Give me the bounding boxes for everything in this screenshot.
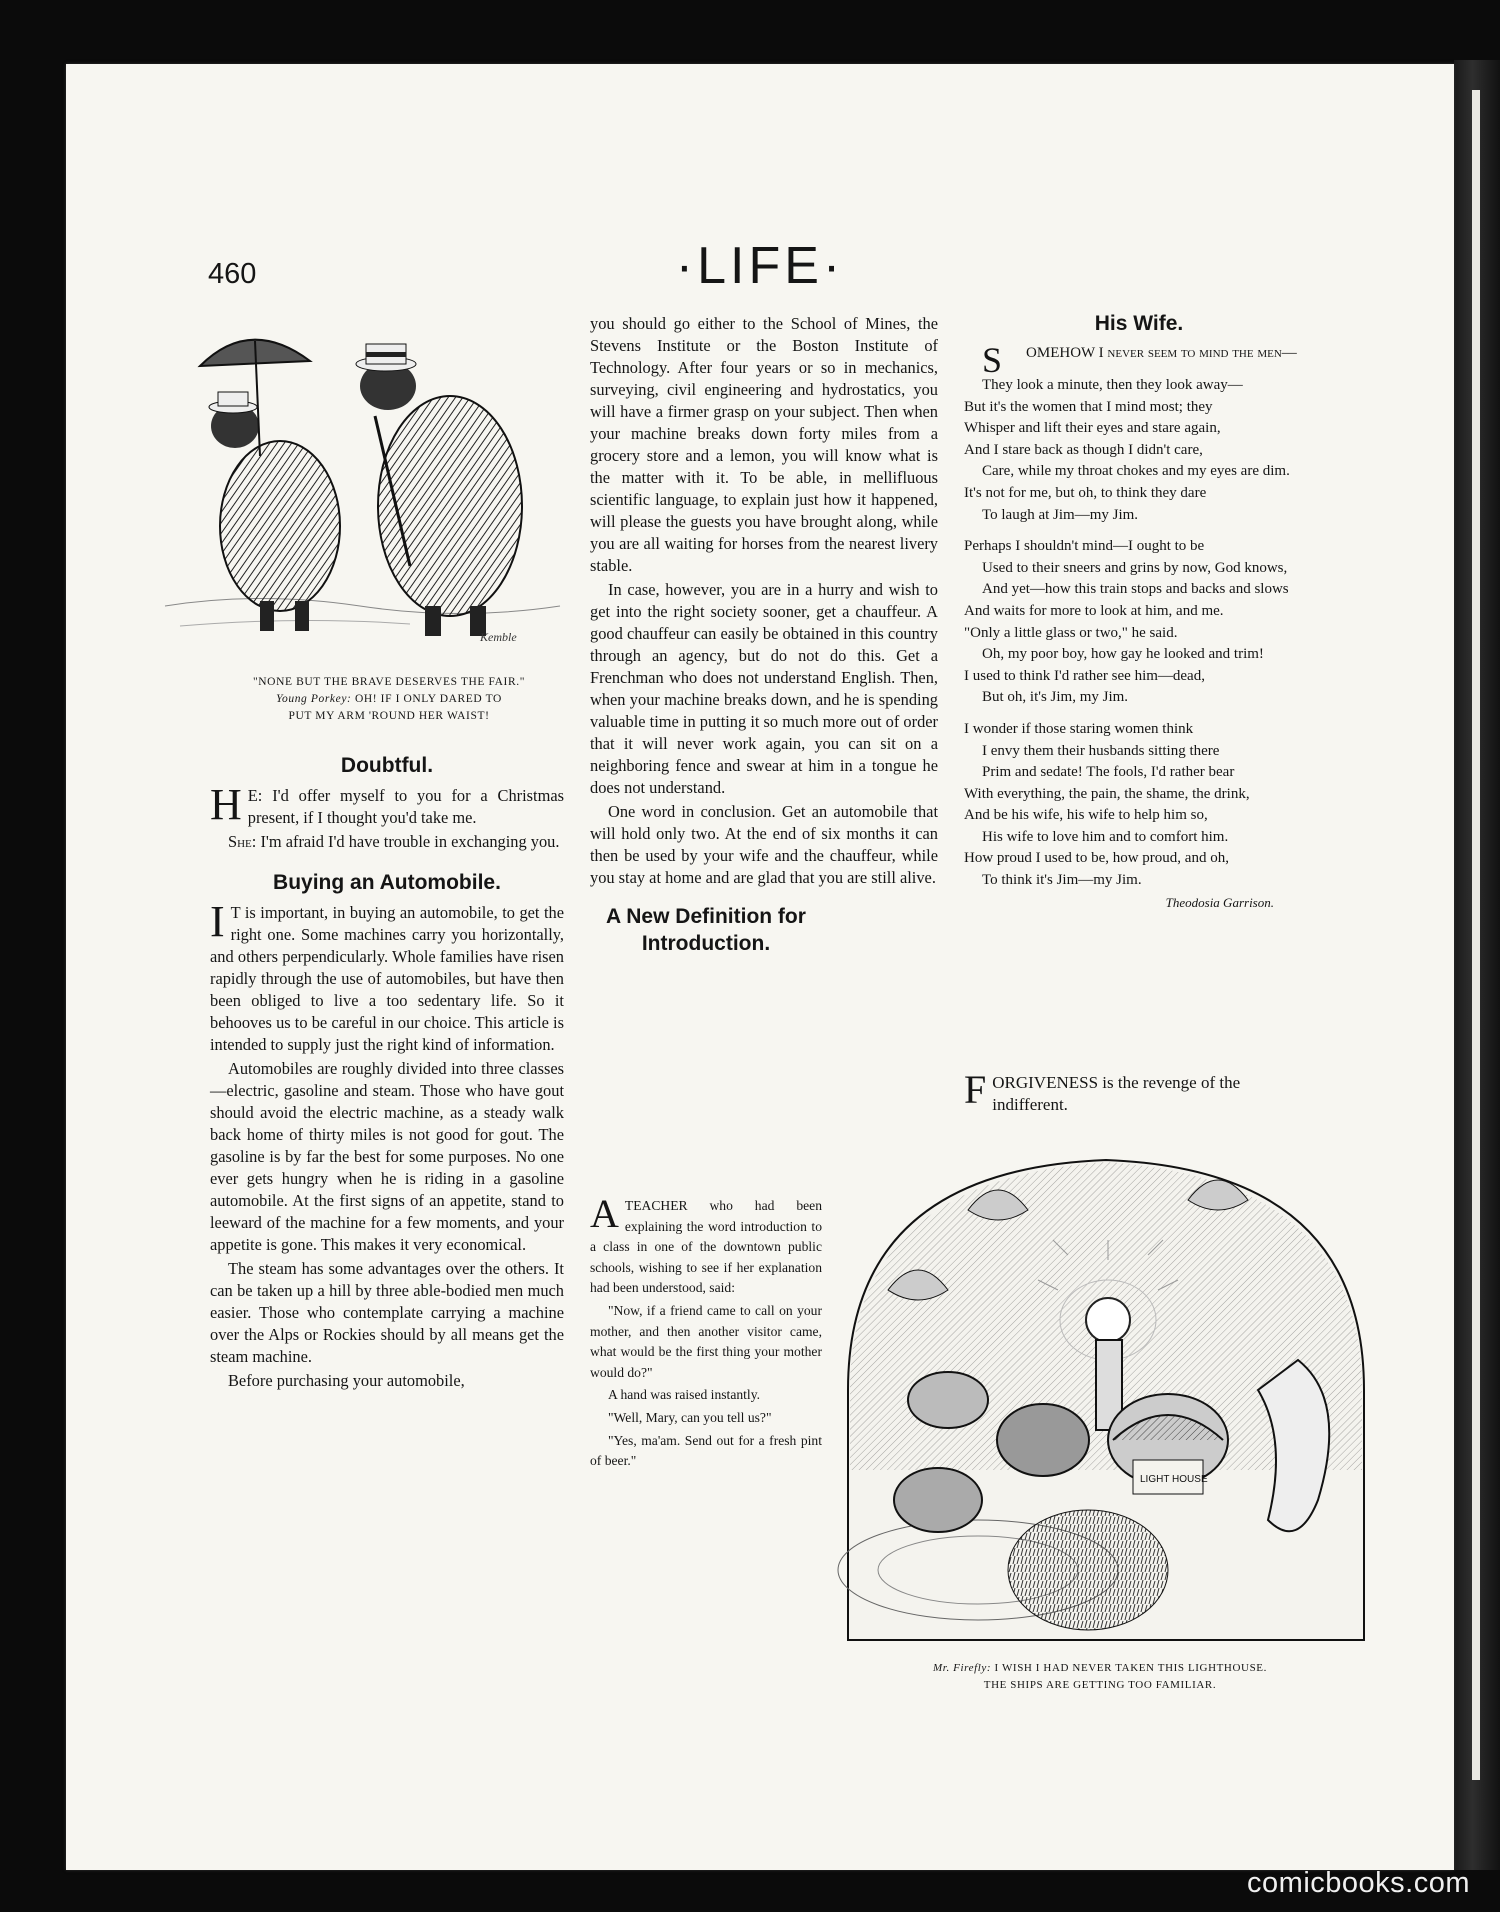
poem-line: Perhaps I shouldn't mind—I ought to be — [964, 538, 1205, 555]
caption-line-2: THE SHIPS ARE GETTING TOO FAMILIAR. — [983, 1679, 1217, 1691]
automobile-p3: The steam has some advantages over the others. It can be taken up a hill by three able-bodied men much easier. Those who contemplate carrying a machine over the Alps or Rockies should by all means get the steam machine. — [210, 1259, 564, 1366]
definition-dropcap: A — [590, 1191, 619, 1236]
automobile-p6: In case, however, you are in a hurry and wish to get into the right society sooner, get a chauffeur. A good chauffeur can easily be obtained in this country through an agency, but do not do this. Get a Frenchman who does not understand English. Then, when your machine breaks down, and he is spending valuable time in putting it so much more out of order that it will never work again, you can sit on a neighboring fence and swear at him in a tongue he does not understand. — [590, 580, 938, 797]
doubtful-he: H E: I'd offer myself to you for a Christmas present, if I thought you'd take me. — [210, 780, 564, 829]
poem-line: How proud I used to be, how proud, and oh, — [964, 850, 1229, 867]
definition-p4: "Well, Mary, can you tell us?" — [608, 1409, 772, 1425]
forgiveness-text: ORGIVENESS is the revenge of the indifferent. — [992, 1073, 1241, 1114]
automobile-p2: Automobiles are roughly divided into three classes—electric, gasoline and steam. Those who have gout should avoid the electric machine, as a steady walk back home of thirty miles is not good for gout. The gasoline is by far the best for some purposes. No one ever gets hungry when he is riding in a gasoline automobile. At the first signs of an appetite, stand to leeward of the machine for a few moments, and your appetite is gone. This makes it very economical. — [210, 1059, 564, 1254]
poem-line: Prim and sedate! The fools, I'd rather bear — [982, 764, 1235, 781]
poem-line: His wife to love him and to comfort him. — [982, 828, 1229, 845]
porcupines-illustration — [160, 306, 564, 658]
porcupines-caption — [214, 674, 564, 725]
firefly-caption — [880, 1660, 1320, 1694]
automobile-p1: I T is important, in buying an automobile, to get the right one. Some machines carry you horizontally, and others perpendicularly. Whole families have risen rapidly through the use of automobiles, but have then been obliged to live a too sedentary life. So it behooves us to be careful in our choice. This article is intended to supply just the right kind of information. — [210, 897, 564, 1054]
masthead-title: ·LIFE· — [675, 237, 845, 295]
caption-line-1: I WISH I HAD NEVER TAKEN THIS LIGHTHOUSE. — [994, 1662, 1267, 1674]
forgiveness-epigram — [964, 1067, 1314, 1116]
automobile-title: Buying an Automobile. — [273, 871, 501, 894]
caption-quote: "NONE BUT THE BRAVE DESERVES THE FAIR." — [252, 676, 525, 688]
doubtful-dropcap: H — [210, 780, 242, 829]
artist-signature: Kemble — [480, 630, 517, 644]
caption-line-2: OH! IF I ONLY DARED TO — [354, 693, 502, 705]
next-page-edge — [1472, 90, 1480, 1780]
poem-line: But oh, it's Jim, my Jim. — [982, 689, 1129, 706]
column-2 — [590, 313, 938, 963]
automobile-dropcap: I — [210, 897, 225, 946]
column-1 — [210, 752, 564, 1394]
forgiveness-dropcap: F — [964, 1067, 987, 1112]
poem-line: Care, while my throat chokes and my eyes are dim. — [982, 463, 1290, 480]
poem-line: To laugh at Jim—my Jim. — [982, 506, 1139, 523]
definition-title: A New Definition for Introduction. — [606, 905, 806, 955]
page-number: 460 — [208, 258, 257, 290]
caption-line-3: PUT MY ARM 'ROUND HER WAIST! — [288, 710, 490, 722]
automobile-p4: Before purchasing your automobile, — [228, 1371, 465, 1390]
poem-line: But it's the women that I mind most; they — [964, 398, 1213, 415]
poem-line: Whisper and lift their eyes and stare again, — [964, 420, 1221, 437]
poem-line: "Only a little glass or two," he said. — [964, 624, 1178, 641]
lighthouse-sign: LIGHT HOUSE — [1140, 1474, 1208, 1485]
poem-line: They look a minute, then they look away— — [982, 377, 1243, 393]
firefly-illustration — [828, 1140, 1384, 1646]
caption-speaker: Mr. Firefly: — [933, 1662, 992, 1674]
definition-p3: A hand was raised instantly. — [608, 1387, 761, 1403]
automobile-p7: One word in conclusion. Get an automobile that will hold only two. At the end of six months it can then be used by your wife and the chauffeur, while you stay at home and are glad that you are still alive. — [590, 802, 938, 887]
poem-line: I used to think I'd rather see him—dead, — [964, 667, 1205, 684]
poem-line: With everything, the pain, the shame, the drink, — [964, 785, 1250, 802]
poem-line: It's not for me, but oh, to think they dare — [964, 484, 1207, 501]
automobile-p5: you should go either to the School of Mines, the Stevens Institute or the Boston Institute of Technology. After four years or so in mechanics, surveying, civil engineering and hydrostatics, you will have a firmer grasp on your subject. Then when your machine breaks down forty miles from a grocery store and a lemon, you will know what is the matter with it. To be able, in mellifluous scientific language, to explain just how it happened, will please the guests you have brought along, while you are all waiting for horses from the nearest livery stable. — [590, 314, 938, 575]
poem-title: His Wife. — [1094, 312, 1184, 335]
firefly-drawing — [828, 1140, 1384, 1646]
definition-p1: ATEACHER who had been explaining the word introduction to a class in one of the downtown public schools, wishing to see if her explanation had been understood, said: — [590, 1191, 822, 1296]
definition-article — [590, 1191, 822, 1474]
watermark: comicbooks.com — [1247, 1867, 1470, 1899]
poem-line: I envy them their husbands sitting there — [982, 742, 1220, 759]
poem-line: And yet—how this train stops and backs and slows — [982, 581, 1289, 598]
definition-p5: "Yes, ma'am. Send out for a fresh pint of beer." — [590, 1432, 822, 1469]
poem-author: Theodosia Garrison. — [1165, 894, 1274, 910]
definition-p2: "Now, if a friend came to call on your mother, and then another visitor came, what would be the first thing your mother would do?" — [590, 1302, 822, 1380]
poem-dropcap: S — [982, 340, 1003, 380]
doubtful-title: Doubtful. — [340, 754, 434, 777]
poem-line: And I stare back as though I didn't care, — [964, 441, 1203, 458]
poem-line: Used to their sneers and grins by now, God knows, — [982, 559, 1288, 576]
caption-speaker: Young Porkey: — [276, 693, 352, 705]
poem-his-wife — [964, 310, 1314, 913]
porcupines-drawing — [160, 306, 564, 658]
poem-line: I wonder if those staring women think — [964, 720, 1194, 737]
doubtful-she: She: I'm afraid I'd have trouble in exchanging you. — [228, 832, 560, 851]
poem-line: Oh, my poor boy, how gay he looked and trim! — [982, 646, 1264, 663]
poem-line: And waits for more to look at him, and me. — [964, 602, 1224, 619]
poem-first-line: S OMEHOW I never seem to mind the men— — [964, 343, 1314, 365]
poem-line: To think it's Jim—my Jim. — [982, 872, 1142, 889]
poem-line: And be his wife, his wife to help him so, — [964, 807, 1208, 824]
